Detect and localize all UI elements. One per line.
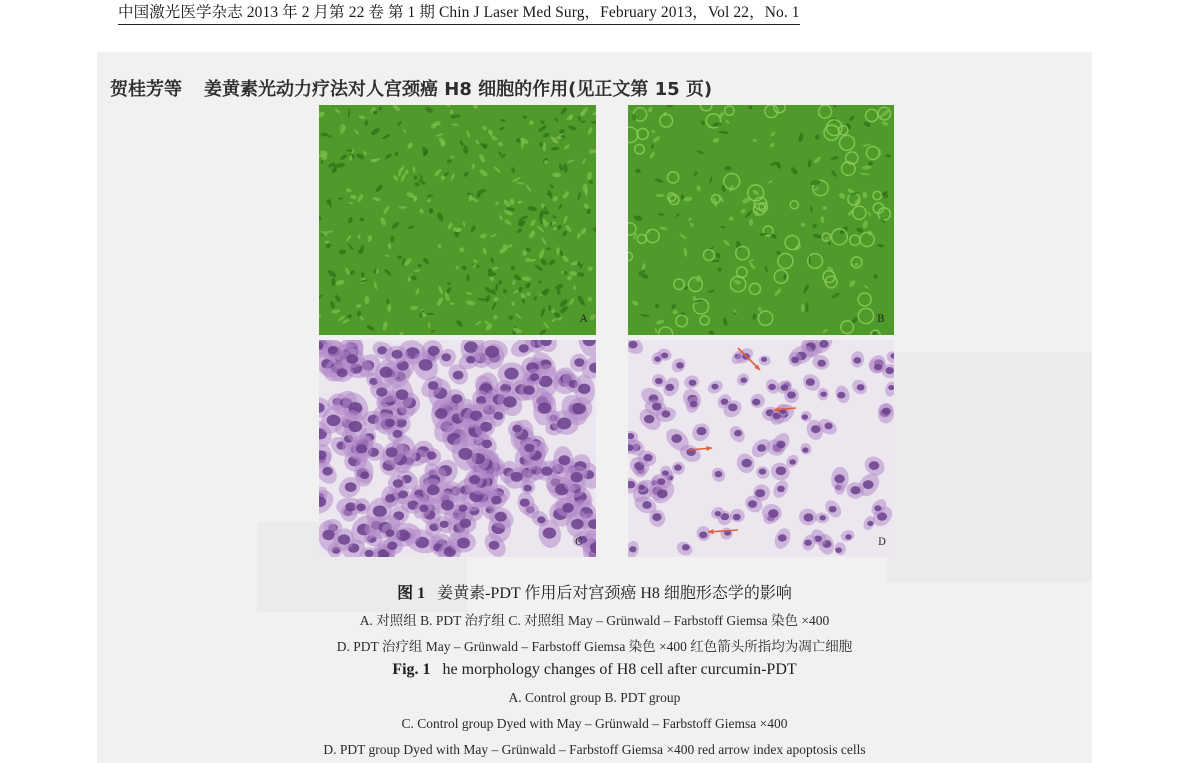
figure-label-cn: 图 1 xyxy=(397,585,426,602)
figure-caption-cn-title xyxy=(97,580,1092,603)
plate-title-text: 姜黄素光动力疗法对人宫颈癌 H8 细胞的作用(见正文第 15 页) xyxy=(204,79,713,100)
panel-label-b: B xyxy=(877,314,885,325)
figure-label-en: Fig. 1 xyxy=(392,661,431,678)
bleed-through xyxy=(887,352,1092,582)
panel-label-d: D xyxy=(878,537,887,548)
caption-en-line-2: C. Control group Dyed with May – Grünwald – Farbstoff Giemsa ×400 xyxy=(401,716,788,731)
panel-d-cells xyxy=(628,340,894,557)
caption-cn-line-2: D. PDT 治疗组 May – Grünwald – Farbstoff Giemsa 染色 ×400 红色箭头所指均为凋亡细胞 xyxy=(336,639,853,654)
figure-panel-d xyxy=(628,340,894,557)
panel-a-cells xyxy=(319,105,596,335)
figure-panel-a xyxy=(319,105,596,335)
color-plate xyxy=(97,52,1092,763)
figure-title-en: he morphology changes of H8 cell after curcumin-PDT xyxy=(442,661,797,678)
caption-en-line-1: A. Control group B. PDT group xyxy=(508,690,681,705)
plate-author: 贺桂芳等 xyxy=(110,79,182,100)
caption-en-line-3: D. PDT group Dyed with May – Grünwald – Farbstoff Giemsa ×400 red arrow index apoptosis cells xyxy=(323,742,866,757)
plate-title xyxy=(110,75,712,101)
figure-title-cn: 姜黄素-PDT 作用后对宫颈癌 H8 细胞形态学的影响 xyxy=(437,585,792,602)
running-header: 中国激光医学杂志 2013 年 2 月第 22 卷 第 1 期 Chin J Laser Med Surg，February 2013，Vol 22，No. 1 xyxy=(118,3,800,25)
panel-label-a: A xyxy=(580,314,588,325)
panel-c-cells xyxy=(319,340,596,557)
figure-caption-en-title xyxy=(97,661,1092,679)
panel-b-cells xyxy=(628,105,894,335)
figure-panel-c xyxy=(319,340,596,557)
figure-panel-b xyxy=(628,105,894,335)
panel-label-c: C xyxy=(575,537,583,548)
caption-cn-line-1: A. 对照组 B. PDT 治疗组 C. 对照组 May – Grünwald – Farbstoff Giemsa 染色 ×400 xyxy=(359,613,830,628)
